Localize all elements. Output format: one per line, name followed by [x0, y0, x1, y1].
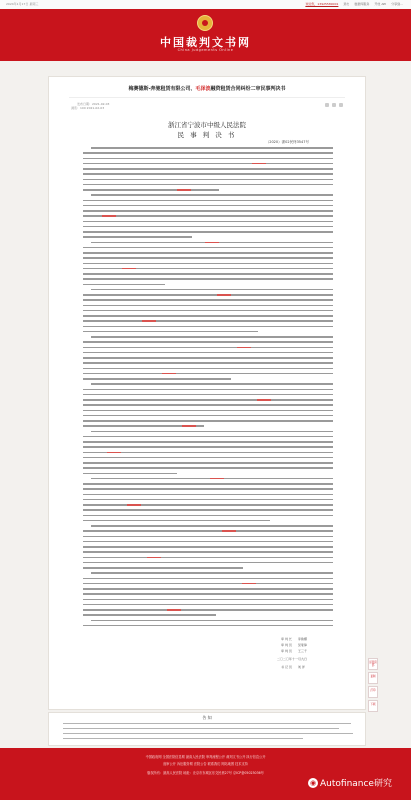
- notice-text-line: [63, 733, 353, 734]
- body-text-line: [83, 252, 333, 254]
- body-text-line: [83, 562, 333, 564]
- copy-button[interactable]: 复制: [368, 672, 378, 684]
- highlighted-term: [182, 425, 196, 427]
- view-count: 浏览：100 2021-02-03: [71, 106, 105, 110]
- body-text-line: [83, 226, 333, 228]
- body-text-line: [83, 593, 333, 595]
- site-subtitle: China Judgements Online: [177, 48, 234, 52]
- print-icon[interactable]: [325, 103, 329, 107]
- body-text-line: [83, 473, 177, 475]
- body-text-line: [83, 494, 333, 496]
- watermark: [308, 776, 392, 789]
- body-text-line: [83, 441, 333, 443]
- body-text-line: [83, 557, 333, 559]
- body-text-line: [83, 263, 333, 265]
- highlighted-term: [102, 215, 116, 217]
- highlighted-term: [217, 294, 231, 296]
- body-text-line: [83, 541, 333, 543]
- body-text-line: [83, 331, 258, 333]
- highlighted-term: [222, 530, 236, 532]
- open-api-link[interactable]: 开放 API: [374, 2, 387, 6]
- body-text-line: [83, 509, 333, 511]
- share-icon[interactable]: [339, 103, 343, 107]
- document-meta: [71, 102, 343, 109]
- body-text-line: [83, 410, 333, 412]
- body-text-line: [83, 404, 333, 406]
- body-text-line: [83, 273, 333, 275]
- highlighted-term: [142, 320, 156, 322]
- body-text-line: [83, 341, 333, 343]
- body-text-line: [83, 499, 333, 501]
- body-text-line: [91, 525, 333, 527]
- body-text-line: [83, 625, 333, 627]
- body-text-line: [83, 189, 219, 191]
- body-text-line: [83, 247, 333, 249]
- body-text-line: [83, 588, 333, 590]
- body-text-line: [83, 436, 333, 438]
- footer-links-2[interactable]: 庭审公开 诉讼服务网 法院公告 联系我们 网站地图 技术支持: [163, 762, 248, 766]
- case-number: （2020）浙02民终3547号: [265, 140, 309, 144]
- body-text-line: [83, 378, 231, 380]
- body-text-line: [83, 467, 333, 469]
- notice-text-line: [63, 738, 303, 739]
- judgment-date: 二〇二〇年十一月九日: [277, 657, 308, 661]
- side-toolbar: [368, 658, 378, 714]
- document-type: 民 事 判 决 书: [177, 131, 237, 139]
- highlighted-term: [107, 452, 121, 454]
- footer-links-1[interactable]: 中国政府网 全国法院信息网 最高人民法院 审判流程公开 裁判文书公开 执行信息公开: [145, 755, 266, 759]
- body-text-line: [83, 578, 333, 580]
- body-text-line: [83, 236, 192, 238]
- body-text-line: [83, 425, 204, 427]
- body-text-line: [83, 546, 333, 548]
- body-text-line: [83, 420, 333, 422]
- download-icon[interactable]: [332, 103, 336, 107]
- notice-box: [48, 712, 366, 746]
- body-text-line: [83, 394, 333, 396]
- highlighted-term: [167, 609, 181, 611]
- highlighted-term: [210, 478, 224, 480]
- title-divider: [69, 97, 345, 98]
- highlighted-party: 毛泽波: [195, 86, 211, 92]
- body-text-line: [83, 457, 333, 459]
- body-text-line: [83, 583, 333, 585]
- body-text-line: [91, 289, 333, 291]
- presiding-judge: 审 判 长 李鲁娜: [281, 637, 307, 641]
- body-text-line: [83, 310, 333, 312]
- current-date: 2024年1月17日 星期三: [6, 2, 39, 6]
- body-text-line: [83, 609, 333, 611]
- body-text-line: [83, 357, 333, 359]
- court-emblem-icon: [197, 15, 213, 31]
- user-welcome-link[interactable]: 欢迎您，13925589001: [305, 2, 339, 6]
- body-text-line: [83, 200, 333, 202]
- wechat-icon: ◉: [309, 778, 317, 787]
- body-text-line: [83, 368, 333, 370]
- publish-date: 发布日期：2021-02-03: [77, 102, 110, 106]
- judge-1: 审 判 员 吴斐璋: [281, 643, 307, 647]
- body-text-line: [83, 551, 333, 553]
- body-text-line: [83, 399, 333, 401]
- body-text-line: [83, 184, 333, 186]
- top-links: [305, 0, 403, 9]
- body-text-line: [91, 147, 333, 149]
- footer-copyright: 版权所有：最高人民法院 地址：北京市东城区东交民巷27号 京ICP备05023036号: [147, 771, 264, 775]
- body-text-line: [83, 294, 333, 296]
- body-text-line: [83, 614, 216, 616]
- highlighted-term: [122, 268, 136, 270]
- site-header: [0, 9, 411, 61]
- highlighted-term: [162, 373, 176, 375]
- body-text-line: [91, 620, 333, 622]
- body-text-line: [83, 567, 243, 569]
- body-text-line: [83, 221, 333, 223]
- body-text-line: [83, 483, 333, 485]
- highlighted-term: [177, 189, 191, 191]
- body-text-line: [83, 504, 333, 506]
- highlighted-term: [147, 557, 161, 559]
- notice-text-line: [63, 728, 339, 729]
- notice-text-line: [63, 723, 351, 724]
- body-text-line: [91, 242, 333, 244]
- highlighted-term: [257, 399, 271, 401]
- body-text-line: [83, 373, 333, 375]
- download-button[interactable]: 下载: [368, 700, 378, 712]
- body-text-line: [91, 478, 333, 480]
- body-text-line: [83, 446, 333, 448]
- body-text-line: [83, 452, 333, 454]
- body-text-line: [83, 268, 333, 270]
- body-text-line: [83, 530, 333, 532]
- back-to-top-button[interactable]: 返回顶部: [368, 658, 378, 670]
- body-text-line: [83, 215, 333, 217]
- body-text-line: [83, 462, 333, 464]
- document-actions: [325, 103, 343, 107]
- body-text-line: [83, 536, 333, 538]
- judgment-document: [48, 76, 366, 710]
- body-text-line: [83, 284, 165, 286]
- share-link[interactable]: 分享到...: [391, 2, 403, 6]
- body-text-line: [83, 320, 333, 322]
- body-text-line: [83, 315, 333, 317]
- body-text-line: [83, 326, 333, 328]
- body-text-line: [83, 231, 333, 233]
- body-text-line: [83, 362, 333, 364]
- notice-title: 告 知: [202, 715, 212, 720]
- body-text-line: [83, 520, 270, 522]
- judge-2: 审 判 员 王三千: [281, 649, 307, 653]
- highlighted-term: [252, 163, 266, 165]
- document-title: 梅赛德斯-奔驰租赁有限公司、毛泽波融资租赁合同纠纷二审民事判决书: [128, 86, 286, 92]
- body-text-line: [91, 336, 333, 338]
- body-text-line: [83, 599, 333, 601]
- body-text-line: [91, 194, 333, 196]
- site-title[interactable]: 中国裁判文书网: [160, 36, 251, 49]
- site-footer: [0, 748, 411, 800]
- watermark-text: Autofinance研究: [320, 779, 392, 789]
- body-text-line: [83, 389, 333, 391]
- body-text-line: [83, 158, 333, 160]
- body-text-line: [83, 278, 333, 280]
- body-text-line: [83, 210, 333, 212]
- body-text-line: [83, 163, 333, 165]
- body-text-line: [91, 572, 333, 574]
- body-text-line: [83, 604, 333, 606]
- court-clerk: 书 记 员 刘 洋: [281, 665, 305, 669]
- body-text-line: [83, 257, 333, 259]
- highlighted-term: [127, 504, 141, 506]
- body-text-line: [83, 515, 333, 517]
- body-text-line: [91, 431, 333, 433]
- document-body: [83, 147, 333, 632]
- body-text-line: [83, 299, 333, 301]
- print-button[interactable]: 打印: [368, 686, 378, 698]
- data-service-link[interactable]: 数据库服务: [354, 2, 370, 6]
- body-text-line: [83, 168, 333, 170]
- body-text-line: [91, 383, 333, 385]
- court-name: 浙江省宁波市中级人民法院: [168, 121, 246, 129]
- body-text-line: [83, 179, 333, 181]
- body-text-line: [83, 152, 333, 154]
- body-text-line: [83, 205, 333, 207]
- logout-link[interactable]: 退出: [343, 2, 350, 6]
- highlighted-term: [205, 242, 219, 244]
- body-text-line: [83, 352, 333, 354]
- body-text-line: [83, 305, 333, 307]
- body-text-line: [83, 415, 333, 417]
- highlighted-term: [242, 583, 256, 585]
- body-text-line: [83, 347, 333, 349]
- highlighted-term: [237, 347, 251, 349]
- body-text-line: [83, 488, 333, 490]
- body-text-line: [83, 173, 333, 175]
